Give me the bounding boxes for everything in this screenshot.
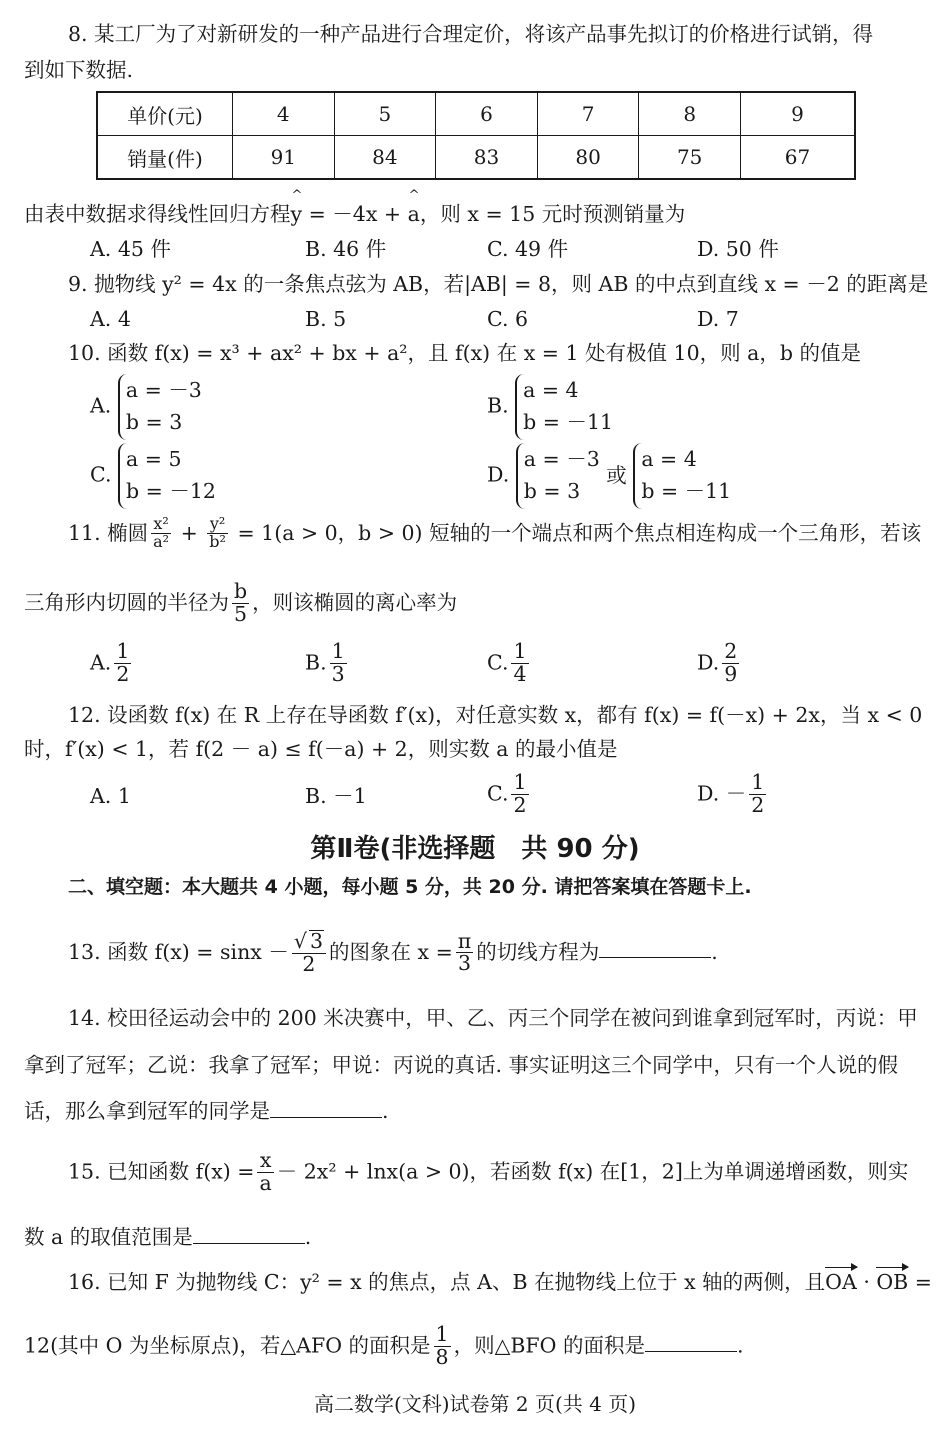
q8-choice-a: A. 45 件 (90, 237, 171, 261)
q13-stem (68, 930, 718, 975)
q11-pre: 11. 椭圆 (68, 521, 149, 545)
table-cell: 91 (233, 136, 335, 180)
case-line: b = 3 (125, 409, 183, 434)
page-footer: 高二数学(文科)试卷第 2 页(共 4 页) (313, 1392, 637, 1416)
q9-choice-c: C. 6 (487, 307, 529, 331)
q8-eq-mid: = －4x + (302, 202, 408, 226)
q9-stem: 9. 抛物线 y² = 4x 的一条焦点弦为 AB，若|AB| = 8，则 AB 的中点到直线 x = －2 的距离是 (68, 272, 929, 296)
q14-stem-line3 (24, 1099, 389, 1124)
fraction (330, 641, 347, 685)
choice-label: A. (90, 650, 112, 675)
q13-post: 的切线方程为 (476, 940, 600, 965)
table-cell: 4 (233, 92, 335, 136)
q15-line2-text: 数 a 的取值范围是 (24, 1225, 193, 1249)
q10-choice-b (487, 374, 613, 440)
case-line: a = －3 (523, 447, 600, 471)
denominator: 2 (116, 661, 130, 686)
q16-line2-post: ，则△BFO 的面积是 (453, 1333, 645, 1358)
table-cell: 7 (537, 92, 639, 136)
denominator: 4 (513, 661, 527, 686)
numerator: 1 (116, 639, 130, 663)
denominator: 3 (457, 951, 472, 976)
q8-question-post: ，则 x = 15 元时预测销量为 (419, 202, 686, 226)
q11-choice-a (90, 641, 134, 685)
table-cell: 83 (436, 136, 538, 180)
q15-stem-line1 (68, 1150, 908, 1194)
vector-ob: OB (876, 1270, 909, 1294)
q12-choice-d (697, 772, 769, 816)
table-cell: 67 (741, 136, 856, 180)
numerator: x² (151, 516, 171, 534)
answer-blank (645, 1350, 737, 1352)
fraction (722, 641, 739, 685)
fraction (434, 1324, 451, 1368)
period: . (711, 940, 718, 965)
numerator (292, 930, 326, 954)
numerator: 1 (435, 1322, 449, 1346)
fraction (114, 641, 131, 685)
section-title: 第Ⅱ卷(非选择题 共 90 分) (310, 834, 640, 864)
case-line: a = 4 (523, 378, 579, 402)
fraction (511, 772, 528, 816)
plus-sign: + (174, 521, 205, 545)
fraction (257, 1150, 273, 1194)
answer-blank (270, 1116, 382, 1118)
case-line: b = －12 (126, 478, 216, 503)
numerator: y² (207, 516, 228, 534)
case-system (118, 443, 216, 509)
q10-choice-a (90, 374, 202, 440)
q14-stem-line2: 拿到了冠军；乙说：我拿了冠军；甲说：丙说的真话. 事实证明这三个同学中，只有一个人说的假 (24, 1053, 899, 1077)
choice-label: D. (487, 462, 510, 487)
numerator: π (457, 928, 472, 953)
fraction (292, 930, 326, 975)
case-system (633, 443, 731, 509)
choice-label: C. (90, 462, 112, 487)
case-line: b = －11 (523, 409, 614, 434)
q10-stem: 10. 函数 f(x) = x³ + ax² + bx + a²，且 f(x) 在 x = 1 处有极值 10，则 a，b 的值是 (68, 341, 862, 365)
section-instructions: 二、填空题：本大题共 4 小题，每小题 5 分，共 20 分. 请把答案填在答题卡上. (68, 876, 752, 898)
denominator: 9 (724, 661, 738, 686)
fraction (511, 641, 528, 685)
choice-label: B. (487, 393, 509, 418)
q8-choice-d: D. 50 件 (697, 237, 779, 261)
choice-label: C. (487, 781, 509, 806)
q15-stem-line2 (24, 1225, 311, 1250)
answer-blank (599, 956, 711, 958)
q8-choice-c: C. 49 件 (487, 237, 569, 261)
q11-choice-b (305, 641, 350, 685)
table-row (97, 92, 855, 136)
table-cell: 5 (334, 92, 436, 136)
fraction (749, 772, 766, 816)
table-row (97, 136, 855, 180)
denominator: 2 (513, 792, 527, 817)
case-system (515, 374, 613, 440)
q11-stem-line2 (24, 581, 457, 625)
denominator: b² (209, 531, 226, 551)
table-cell: 84 (334, 136, 436, 180)
choice-label: B. (305, 650, 327, 675)
denominator: 2 (302, 951, 316, 976)
q15-post: － 2x² + lnx(a > 0)，若函数 f(x) 在[1，2]上为单调递增函数，则实 (276, 1159, 909, 1184)
q11-stem-line1 (68, 516, 921, 551)
sqrt-sign: √ (293, 929, 307, 953)
sales-header: 销量(件) (97, 136, 233, 180)
case-line: a = 4 (641, 447, 697, 471)
numerator: b (234, 579, 248, 603)
q13-mid: 的图象在 x = (328, 940, 453, 965)
q12-stem-line1: 12. 设函数 f(x) 在 R 上存在导函数 f′(x)，对任意实数 x，都有 f(x) = f(－x) + 2x，当 x < 0 (68, 703, 923, 727)
denominator: 3 (331, 661, 345, 686)
choice-label: C. (487, 650, 509, 675)
q12-stem-line2: 时，f′(x) < 1，若 f(2 － a) ≤ f(－a) + 2，则实数 a 的最小值是 (24, 737, 618, 761)
q14-line3-text: 话，那么拿到冠军的同学是 (24, 1099, 270, 1123)
case-system (118, 374, 202, 440)
q10-choice-c (90, 443, 216, 509)
q11-choice-d (697, 641, 742, 685)
numerator: 2 (724, 639, 738, 663)
fraction (456, 928, 473, 976)
answer-blank (193, 1242, 305, 1244)
q11-line2-post: ，则该椭圆的离心率为 (252, 590, 458, 615)
price-header: 单价(元) (97, 92, 233, 136)
choice-label: D. (697, 650, 720, 675)
choice-label: D. － (697, 781, 747, 806)
q16-line2-pre: 12(其中 O 为坐标原点)，若△AFO 的面积是 (24, 1333, 431, 1358)
period: . (736, 1333, 744, 1358)
table-cell: 9 (741, 92, 856, 136)
fraction (232, 581, 249, 625)
denominator: 8 (435, 1344, 449, 1369)
period: . (382, 1099, 389, 1123)
q12-choice-a: A. 1 (90, 784, 131, 808)
vector-oa: OA (825, 1270, 857, 1294)
q8-choice-b: B. 46 件 (305, 237, 387, 261)
q8-stem-line2: 到如下数据. (24, 58, 134, 82)
q12-choice-b: B. －1 (305, 784, 367, 808)
case-line: b = 3 (523, 478, 581, 503)
q14-stem-line1: 14. 校田径运动会中的 200 米决赛中，甲、乙、丙三个同学在被问到谁拿到冠军时，丙说：甲 (68, 1006, 918, 1030)
q9-choice-d: D. 7 (697, 307, 739, 331)
a-hat: ^ a (408, 202, 420, 227)
table-cell: 80 (537, 136, 639, 180)
denominator: 2 (751, 792, 765, 817)
q9-choice-a: A. 4 (90, 307, 131, 331)
choice-label: A. (90, 393, 112, 418)
q9-choice-b: B. 5 (305, 307, 347, 331)
q16-stem-line2 (24, 1324, 744, 1368)
price-sales-table (96, 91, 856, 180)
denominator: 5 (234, 601, 248, 626)
q11-line2-pre: 三角形内切圆的半径为 (24, 590, 229, 615)
q13-pre: 13. 函数 f(x) = sinx － (68, 940, 289, 965)
q8-question-pre: 由表中数据求得线性回归方程 (24, 202, 291, 226)
q16-stem-line1 (68, 1270, 932, 1295)
table-cell: 8 (639, 92, 741, 136)
q11-choice-c (487, 641, 532, 685)
dot-operator: · (856, 1270, 877, 1294)
equals-sign: = (908, 1270, 932, 1294)
y-hat: ^ y (291, 202, 303, 227)
case-line: a = －3 (125, 378, 202, 402)
fraction (151, 516, 171, 551)
q10-choice-d (487, 443, 731, 509)
q15-pre: 15. 已知函数 f(x) = (68, 1159, 255, 1184)
q8-question (24, 202, 685, 227)
fraction (207, 516, 228, 551)
q16-pre: 16. 已知 F 为抛物线 C：y² = x 的焦点，点 A、B 在抛物线上位于 x 轴的两侧，且 (68, 1270, 826, 1294)
period: . (304, 1225, 312, 1249)
table-cell: 6 (436, 92, 538, 136)
q12-choice-c (487, 772, 532, 816)
q8-stem-line1: 8. 某工厂为了对新研发的一种产品进行合理定价，将该产品事先拟订的价格进行试销，得 (68, 22, 874, 46)
numerator: x (257, 1150, 273, 1173)
q11-post: = 1(a > 0，b > 0) 短轴的一个端点和两个焦点相连构成一个三角形，若该 (230, 521, 922, 545)
table-cell: 75 (639, 136, 741, 180)
case-line: a = 5 (126, 447, 182, 471)
denominator: a² (153, 531, 170, 551)
denominator: a (259, 1170, 272, 1195)
radicand: 3 (309, 929, 323, 953)
numerator: 1 (331, 639, 345, 663)
numerator: 1 (751, 770, 765, 794)
case-system (516, 443, 600, 509)
case-line: b = －11 (641, 478, 732, 503)
or-word: 或 (606, 463, 627, 488)
numerator: 1 (513, 770, 527, 794)
numerator: 1 (513, 639, 527, 663)
